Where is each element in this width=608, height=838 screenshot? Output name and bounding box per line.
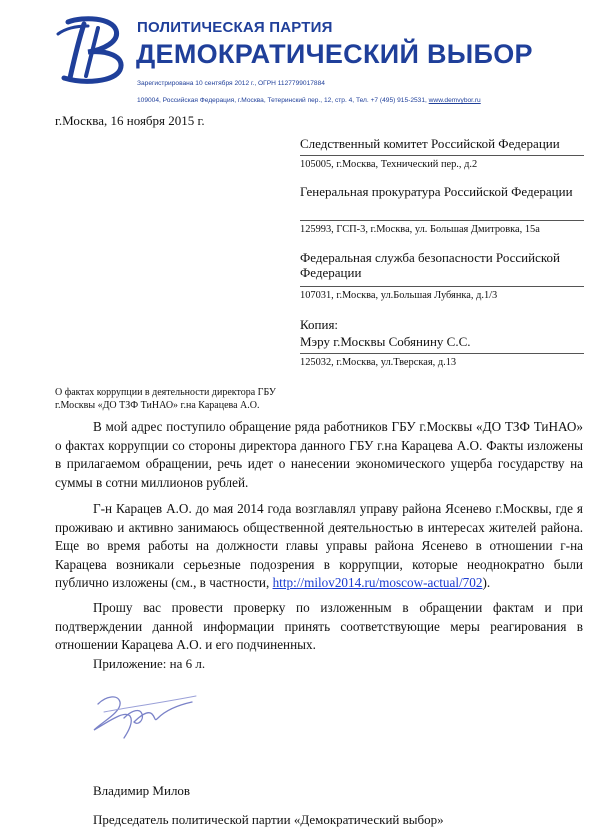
subject-line: О фактах коррупции в деятельности директора ГБУ xyxy=(55,387,276,398)
recipient-name: Федеральная служба безопасности Российской Федерации xyxy=(300,250,560,280)
recipient-address: 107031, г.Москва, ул.Большая Лубянка, д.1/3 xyxy=(300,286,584,302)
body-paragraph-end: ). xyxy=(482,575,491,590)
letterhead-address xyxy=(137,97,481,104)
handwritten-signature xyxy=(84,682,204,742)
appendix-line: Приложение: на 6 л. xyxy=(93,656,206,671)
reference-link[interactable]: http://milov2014.ru/moscow-actual/702 xyxy=(272,575,483,590)
body-paragraph: Прошу вас провести проверку по изложенным в обращении фактам и при подтверждении данной информации принять соответствующие меры реагирования в отношении Карацева А.О. и его подчиненных. xyxy=(55,600,583,652)
signer-name: Владимир Милов xyxy=(93,783,191,798)
party-logo xyxy=(54,14,134,84)
recipient-address: 105005, г.Москва, Технический пер., д.2 xyxy=(300,155,584,171)
body-paragraph: В мой адрес поступило обращение ряда работников ГБУ г.Москвы «ДО ТЗФ ТиНАО» о фактах коррупции со стороны директора данного ГБУ г.на Карацева А.О. Факты изложены в прилагаемом обращении, речь идет о нанесении экономического ущерба государству на суммы в сотни миллионов рублей. xyxy=(55,419,583,490)
subject-block xyxy=(55,386,276,412)
registration-line: Зарегистрирована 10 сентября 2012 г., ОГРН 1127799017884 xyxy=(137,80,325,87)
party-name-heading: ДЕМОКРАТИЧЕСКИЙ ВЫБОР xyxy=(136,39,533,69)
subject-line: г.Москвы «ДО ТЗФ ТиНАО» г.на Карацева А.О. xyxy=(55,400,260,411)
website-link[interactable]: www.demvybor.ru xyxy=(428,97,481,104)
recipient-address: 125993, ГСП-3, г.Москва, ул. Большая Дмитровка, 15а xyxy=(300,220,584,236)
copy-label: Копия: xyxy=(300,317,339,332)
copy-recipient-name: Мэру г.Москвы Собянину С.С. xyxy=(300,334,471,349)
signer-title: Председатель политической партии «Демократический выбор» xyxy=(93,812,444,827)
body-paragraph-text: Г-н Карацев А.О. до мая 2014 года возглавлял управу района Ясенево г.Москвы, где я проживаю и активно занимаюсь общественной деятельностью в интересах жителей района. Еще во время работы на должности главы управы района Ясенево в отношении г-на Карацева возникали серьезные подозрения в коррупции, которые неоднократно были публично изложены (см., в частности, xyxy=(55,501,583,590)
recipient-name: Генеральная прокуратура Российской Федерации xyxy=(300,184,573,199)
body-paragraph xyxy=(55,500,583,593)
date-line: г.Москва, 16 ноября 2015 г. xyxy=(55,113,205,128)
party-type-heading: ПОЛИТИЧЕСКАЯ ПАРТИЯ xyxy=(137,19,333,36)
letterhead-address-text: 109004, Российская Федерация, г.Москва, Тетеринский пер., 12, стр. 4, Тел. +7 (495) 915-2531, xyxy=(137,97,429,104)
copy-recipient-address: 125032, г.Москва, ул.Тверская, д.13 xyxy=(300,353,584,369)
recipient-name: Следственный комитет Российской Федерации xyxy=(300,136,560,151)
